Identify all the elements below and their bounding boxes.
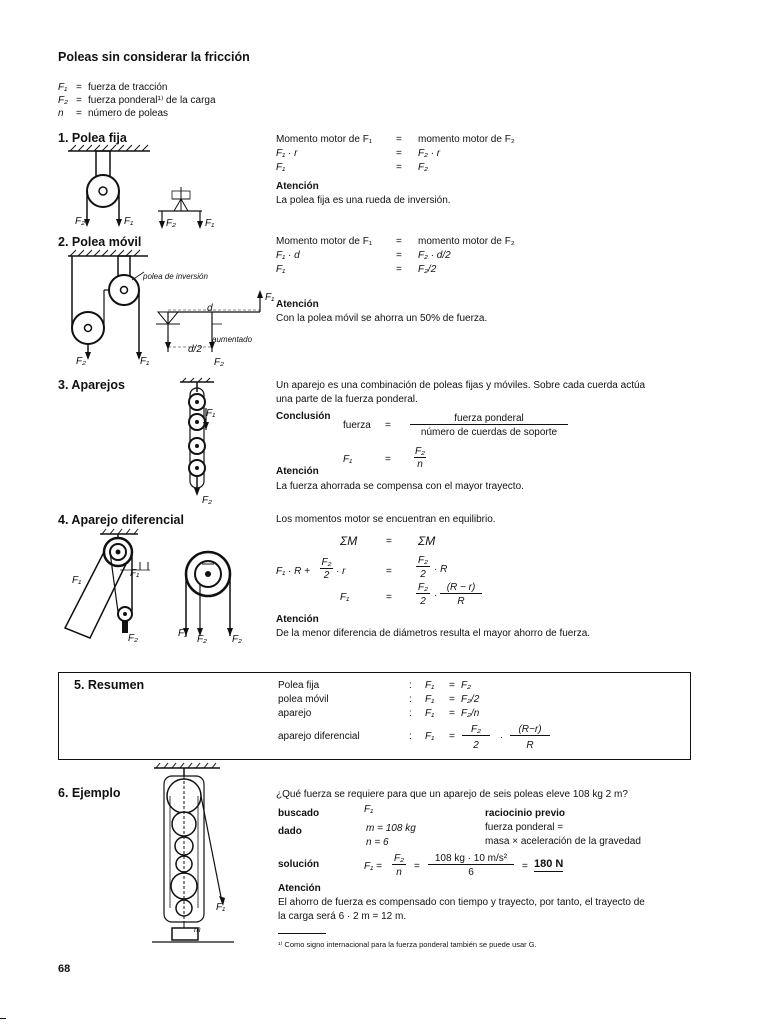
note-text: De la menor diferencia de diámetros resulta el mayor ahorro de fuerza.: [276, 628, 591, 639]
note-title: Atención: [276, 614, 319, 625]
equals-sign: =: [522, 861, 528, 872]
formula-word: fuerza: [343, 420, 371, 431]
note-text: La fuerza ahorrada se compensa con el mayor trayecto.: [276, 481, 524, 492]
page-number: 68: [58, 963, 71, 975]
section-heading-aparejos: 3. Aparejos: [58, 378, 125, 392]
fraction-denominator: 6: [468, 867, 474, 878]
equals-sign: =: [385, 454, 391, 465]
equals-sign: =: [414, 861, 420, 872]
legend-row: F₁ = fuerza de tracción: [58, 82, 168, 93]
aparejo-ejemplo-figure: [148, 762, 240, 946]
section-heading-resumen: 5. Resumen: [74, 678, 145, 692]
aparejo-diferencial-figure: [60, 528, 260, 648]
note-text: El ahorro de fuerza es compensado con tiempo y trayecto, por tanto, el trayecto de: [278, 897, 645, 908]
raciocinio-title: raciocinio previo: [485, 808, 566, 819]
section-heading-polea-fija: 1. Polea fija: [58, 131, 127, 145]
equation-row: Momento motor de F₁ = momento motor de F₂: [276, 134, 515, 145]
fraction-numerator: 108 kg · 10 m/s²: [428, 853, 514, 865]
equation-row: F₁ = F₂: [276, 162, 428, 173]
multiply-dot: .: [500, 730, 503, 741]
raciocinio-line: masa × aceleración de la gravedad: [485, 836, 641, 847]
force-label: F₁: [124, 216, 134, 227]
section-heading-aparejo-diferencial: 4. Aparejo diferencial: [58, 513, 184, 527]
equation-row: F₁ · r = F₂ · r: [276, 148, 441, 159]
fraction-numerator: (R−r): [510, 724, 550, 736]
formula-part: · r: [336, 566, 346, 577]
mass-label: m: [194, 925, 201, 934]
dado-mass: m = 108 kg: [366, 823, 416, 834]
footnote-rule: [278, 933, 326, 934]
equation-row: Momento motor de F₁ = momento motor de F₂: [276, 236, 515, 247]
example-question: ¿Qué fuerza se requiere para que un aparejo de seis poleas eleve 108 kg 2 m?: [276, 789, 628, 800]
force-label: F₂: [197, 634, 207, 645]
solution-lhs: F₁ =: [364, 861, 382, 872]
force-label: F₂: [166, 218, 176, 229]
force-label: F₂: [202, 495, 212, 506]
formula-part: F₁ · R +: [276, 566, 310, 577]
fraction-numerator: (R − r): [440, 582, 482, 594]
force-label: F₁: [72, 575, 82, 586]
force-label: F₂: [128, 633, 138, 644]
fraction-numerator: F₂: [321, 557, 332, 568]
equals-sign: =: [386, 566, 392, 577]
fraction-denominator: 2: [420, 569, 426, 580]
fraction-denominator: R: [457, 596, 465, 607]
force-label: F₂: [214, 357, 224, 368]
dado-label: dado: [278, 826, 302, 837]
force-label: F₂: [76, 356, 86, 367]
force-label: F₁: [130, 568, 140, 579]
equals-sign: =: [386, 592, 392, 603]
paragraph-line: una parte de la fuerza ponderal.: [276, 394, 418, 405]
aparejo-figure: [176, 378, 226, 508]
note-text: La polea fija es una rueda de inversión.: [276, 195, 451, 206]
summary-row: polea móvil : F₁ = F₂/2: [278, 694, 480, 705]
fraction-denominator: n: [417, 459, 423, 470]
force-label: F₂: [232, 634, 242, 645]
note-title: Atención: [276, 299, 319, 310]
summary-row: aparejo : F₁ = F₂/n: [278, 708, 480, 719]
note-title: Atención: [278, 883, 321, 894]
note-text: la carga será 6 · 2 m = 12 m.: [278, 911, 407, 922]
fraction-numerator: F₂: [392, 853, 406, 865]
fraction-numerator: F₂: [416, 582, 430, 594]
conclusion-label: Conclusión: [276, 411, 331, 422]
formula-symbol: F₁: [340, 592, 350, 603]
buscado-label: buscado: [278, 808, 320, 819]
dimension-label: d: [207, 303, 213, 314]
fraction-denominator: R: [526, 740, 534, 751]
paragraph-line: Un aparejo es una combinación de poleas fijas y móviles. Sobre cada cuerda actúa: [276, 380, 646, 391]
dado-n: n = 6: [366, 837, 389, 848]
legend-row: n = número de poleas: [58, 108, 169, 119]
note-title: Atención: [276, 181, 319, 192]
force-label: F₁: [216, 902, 226, 913]
force-label: F₁: [178, 628, 188, 639]
fraction-denominator: 2: [323, 570, 330, 581]
polea-movil-figure: [60, 250, 270, 365]
summary-row-diferencial: aparejo diferencial : F₁ =: [278, 731, 455, 742]
multiply-dot: ·: [434, 590, 438, 601]
raciocinio-line: fuerza ponderal =: [485, 822, 564, 833]
fraction-numerator: F₂: [462, 724, 490, 736]
equation-row: F₁ = F₂/2: [276, 264, 437, 275]
figure-caption: aumentado: [212, 335, 253, 344]
equation-row: F₁ · d = F₂ · d/2: [276, 250, 451, 261]
fraction-denominator: número de cuerdas de soporte: [420, 427, 558, 438]
summary-row: Polea fija : F₁ = F₂: [278, 680, 471, 691]
note-text: Con la polea móvil se ahorra un 50% de fuerza.: [276, 313, 488, 324]
fraction-denominator: 2: [420, 596, 426, 607]
force-label: F₂: [75, 216, 85, 227]
legend-row: F₂ = fuerza ponderal¹⁾ de la carga: [58, 95, 216, 106]
force-label: F₁: [265, 292, 275, 303]
section-heading-polea-movil: 2. Polea móvil: [58, 235, 142, 249]
fraction-numerator: fuerza ponderal: [410, 413, 568, 425]
buscado-value: F₁: [364, 804, 374, 815]
moment-sum: ΣM: [340, 534, 358, 548]
equals-sign: =: [386, 536, 392, 547]
equals-sign: =: [385, 420, 391, 431]
formula-symbol: F₁: [343, 454, 353, 465]
fraction-denominator: 2: [473, 740, 479, 751]
dimension-label: d/2: [188, 344, 202, 355]
paragraph-line: Los momentos motor se encuentran en equilibrio.: [276, 514, 496, 525]
moment-sum: ΣM: [418, 534, 436, 548]
force-label: F₁: [206, 408, 216, 419]
fraction-numerator: F₂: [415, 446, 425, 457]
solution-result: 180 N: [534, 858, 564, 870]
force-label: F₁: [140, 356, 150, 367]
force-label: F₁: [205, 218, 215, 229]
solucion-label: solución: [278, 859, 320, 870]
fraction-denominator: n: [396, 867, 402, 878]
footnote: ¹⁾ Como signo internacional para la fuerza ponderal también se puede usar G.: [278, 940, 537, 949]
formula-part: · R: [434, 564, 448, 575]
page-title: Poleas sin considerar la fricción: [58, 50, 250, 64]
note-title: Atención: [276, 466, 319, 477]
section-heading-ejemplo: 6. Ejemplo: [58, 786, 121, 800]
figure-caption: polea de inversión: [143, 272, 208, 281]
fraction-numerator: F₂: [416, 555, 430, 567]
crop-mark: [0, 1018, 6, 1019]
